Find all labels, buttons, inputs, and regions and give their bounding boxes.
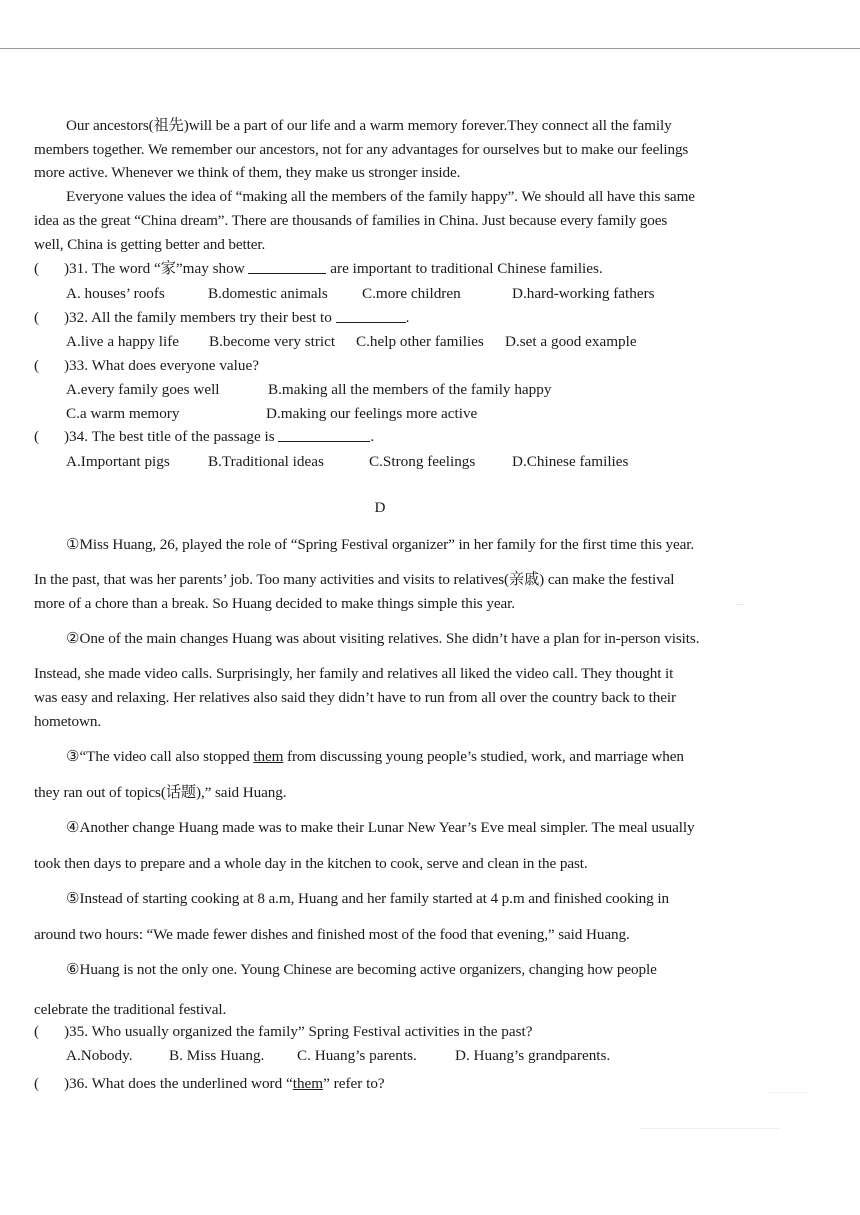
option-a[interactable]: A. houses’ roofs — [66, 285, 165, 302]
passage-line: took then days to prepare and a whole day in the kitchen to cook, serve and clean in the past. — [34, 855, 588, 872]
question-stem: )35. Who usually organized the family” Spring Festival activities in the past? — [64, 1023, 533, 1040]
option-c[interactable]: C.help other families — [356, 333, 484, 350]
passage-line: hometown. — [34, 713, 102, 730]
answer-paren[interactable]: ( — [34, 1075, 40, 1092]
option-b[interactable]: B.Traditional ideas — [208, 453, 324, 470]
passage-line: ⑥Huang is not the only one. Young Chinese are becoming active organizers, changing how people — [66, 961, 657, 978]
passage-line: Our ancestors(祖先)will be a part of our life and a warm memory forever.They connect all the family — [66, 117, 672, 134]
passage-line: Everyone values the idea of “making all the members of the family happy”. We should all have this same — [66, 188, 695, 205]
passage-line: ④Another change Huang made was to make their Lunar New Year’s Eve meal simpler. The meal usually — [66, 819, 695, 836]
answer-paren[interactable]: ( — [34, 357, 40, 374]
option-d[interactable]: D.set a good example — [505, 333, 637, 350]
stem-text: )32. All the family members try their best to — [64, 309, 336, 326]
option-a[interactable]: A.every family goes well — [66, 381, 220, 398]
option-c[interactable]: C. Huang’s parents. — [297, 1047, 417, 1064]
stem-text: )36. What does the underlined word “ — [64, 1075, 293, 1092]
passage-line: was easy and relaxing. Her relatives also said they didn’t have to run from all over the country back to their — [34, 689, 676, 706]
question-stem — [64, 259, 603, 279]
stem-text: ” refer to? — [323, 1075, 385, 1092]
passage-line: In the past, that was her parents’ job. Too many activities and visits to relatives(亲戚) can make the festival — [34, 571, 675, 588]
stem-text: are important to traditional Chinese families. — [326, 260, 603, 277]
option-a[interactable]: A.live a happy life — [66, 333, 180, 350]
passage-line: ②One of the main changes Huang was about visiting relatives. She didn’t have a plan for in-person visits. — [66, 630, 700, 647]
option-b[interactable]: B.domestic animals — [208, 285, 328, 302]
option-a[interactable]: A.Important pigs — [66, 453, 170, 470]
passage-line: well, China is getting better and better. — [34, 236, 266, 253]
passage-line: they ran out of topics(话题),” said Huang. — [34, 784, 287, 801]
question-stem — [64, 356, 259, 376]
underlined-word: them — [253, 748, 284, 765]
option-b[interactable]: B.making all the members of the family happy — [268, 381, 552, 398]
passage-line: ⑤Instead of starting cooking at 8 a.m, Huang and her family started at 4 p.m and finished cooking in — [66, 890, 669, 907]
stem-text: )33. What does everyone value? — [64, 357, 259, 374]
option-c[interactable]: C.Strong feelings — [369, 453, 476, 470]
passage-line: idea as the great “China dream”. There are thousands of families in China. Just because every family goes — [34, 212, 668, 229]
passage-line: celebrate the traditional festival. — [34, 1001, 227, 1018]
option-c[interactable]: C.more children — [362, 285, 461, 302]
answer-paren[interactable]: ( — [34, 260, 40, 277]
stem-text: . — [405, 309, 410, 326]
underlined-word: them — [292, 1075, 324, 1092]
passage-line: around two hours: “We made fewer dishes and finished most of the food that evening,” said Huang. — [34, 926, 630, 943]
option-d[interactable]: D.Chinese families — [512, 453, 629, 470]
page-top-rule — [0, 48, 860, 49]
option-d[interactable]: D.hard-working fathers — [512, 285, 655, 302]
stem-text: )31. The word “家”may show — [64, 260, 249, 277]
option-b[interactable]: B. Miss Huang. — [169, 1047, 265, 1064]
passage-line: members together. We remember our ancestors, not for any advantages for ourselves but to make our feelings — [34, 141, 689, 158]
passage-text: from discussing young people’s studied, work, and marriage when — [283, 748, 684, 765]
scan-mark — [736, 604, 744, 605]
answer-blank[interactable] — [278, 427, 370, 442]
scan-mark — [770, 1092, 810, 1093]
answer-paren[interactable]: ( — [34, 309, 40, 326]
passage-line — [66, 747, 684, 767]
passage-line: Instead, she made video calls. Surprisingly, her family and relatives all liked the video call. They thought it — [34, 665, 674, 682]
option-d[interactable]: D. Huang’s grandparents. — [455, 1047, 611, 1064]
option-b[interactable]: B.become very strict — [209, 333, 336, 350]
passage-line: more active. Whenever we think of them, they make us stronger inside. — [34, 164, 461, 181]
question-stem — [64, 427, 374, 447]
option-c[interactable]: C.a warm memory — [66, 405, 180, 422]
option-a[interactable]: A.Nobody. — [66, 1047, 133, 1064]
passage-line: ①Miss Huang, 26, played the role of “Spring Festival organizer” in her family for the first time this year. — [66, 536, 695, 553]
scan-mark — [640, 1128, 780, 1129]
passage-text: ③“The video call also stopped — [66, 748, 254, 765]
stem-text: )34. The best title of the passage is — [64, 428, 279, 445]
question-stem — [64, 1074, 385, 1094]
answer-blank[interactable] — [336, 308, 406, 323]
question-stem — [64, 308, 409, 328]
answer-paren[interactable]: ( — [34, 428, 40, 445]
passage-line: more of a chore than a break. So Huang decided to make things simple this year. — [34, 595, 515, 612]
answer-blank[interactable] — [248, 259, 326, 274]
option-d[interactable]: D.making our feelings more active — [266, 405, 478, 422]
stem-text: . — [370, 428, 375, 445]
answer-paren[interactable]: ( — [34, 1023, 40, 1040]
section-d-heading: D — [374, 499, 386, 516]
